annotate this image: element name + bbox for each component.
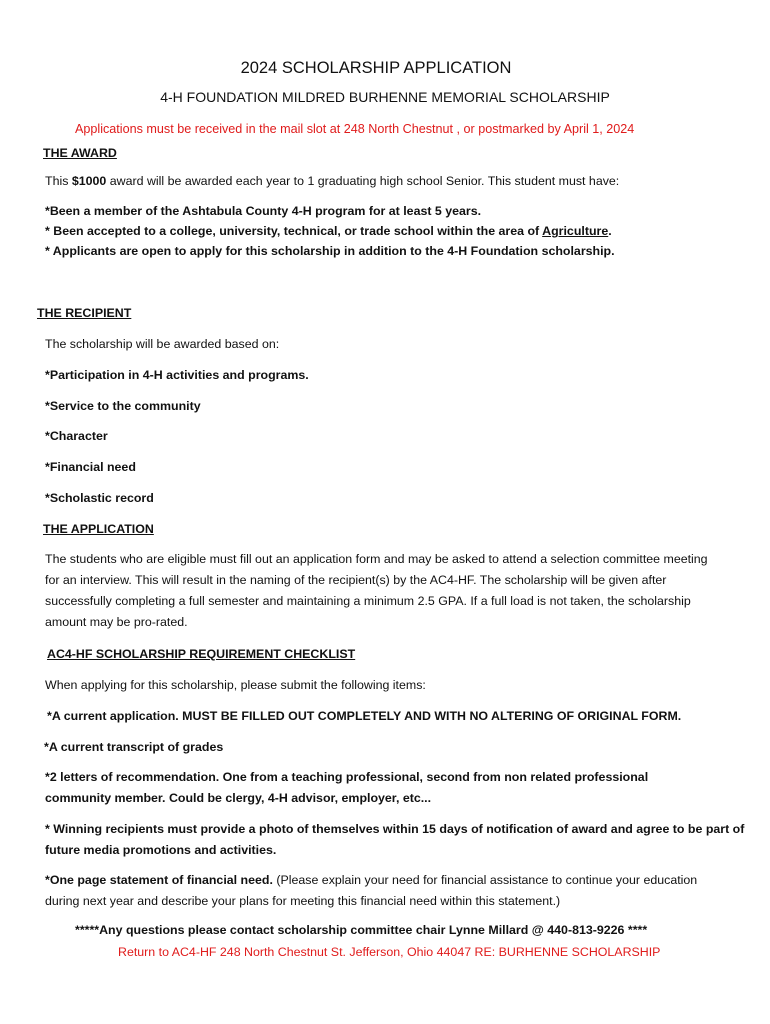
award-requirement-3: * Applicants are open to apply for this scholarship in addition to the 4-H Foundation scholarship. — [45, 244, 615, 258]
award-heading: THE AWARD — [43, 146, 117, 160]
award-requirement-2-pre: * Been accepted to a college, university, technical, or trade school within the area of — [45, 224, 543, 238]
checklist-item-5-rest: (Please explain your need for financial assistance to continue your education during next year and describe your plans for meeting this financial need within this statement.) — [45, 873, 698, 908]
page-title: 2024 SCHOLARSHIP APPLICATION — [240, 59, 512, 77]
recipient-heading: THE RECIPIENT — [37, 306, 132, 320]
page-subtitle: 4-H FOUNDATION MILDRED BURHENNE MEMORIAL SCHOLARSHIP — [160, 89, 610, 105]
checklist-item: *2 letters of recommendation. One from a teaching professional, second from non related professional community member. Could be clergy, 4-H advisor, employer, etc... — [45, 770, 649, 805]
award-intro-post: award will be awarded each year to 1 graduating high school Senior. This student must have: — [106, 174, 620, 188]
award-requirement-1: *Been a member of the Ashtabula County 4-H program for at least 5 years. — [45, 204, 482, 218]
return-address: Return to AC4-HF 248 North Chestnut St. Jefferson, Ohio 44047 RE: BURHENNE SCHOLARSHIP — [118, 945, 661, 959]
award-intro-pre: This — [45, 174, 72, 188]
checklist-item-5-bold: *One page statement of financial need. — [45, 873, 273, 887]
checklist-heading: AC4-HF SCHOLARSHIP REQUIREMENT CHECKLIST — [47, 647, 356, 661]
recipient-intro: The scholarship will be awarded based on: — [45, 337, 280, 351]
application-heading: THE APPLICATION — [43, 522, 154, 536]
recipient-criterion: *Scholastic record — [45, 491, 154, 505]
contact-line: *****Any questions please contact scholarship committee chair Lynne Millard @ 440-813-9226 **** — [75, 923, 648, 937]
award-intro — [45, 173, 619, 189]
checklist-item: *A current application. MUST BE FILLED OUT COMPLETELY AND WITH NO ALTERING OF ORIGINAL FORM. — [47, 709, 682, 723]
deadline-notice: Applications must be received in the mail slot at 248 North Chestnut , or postmarked by April 1, 2024 — [75, 122, 635, 136]
checklist-intro: When applying for this scholarship, please submit the following items: — [45, 678, 426, 692]
award-requirement-2-post: . — [608, 224, 612, 238]
award-amount: $1000 — [71, 174, 107, 188]
agriculture-text: Agriculture — [542, 224, 609, 238]
recipient-criterion: *Participation in 4-H activities and programs. — [45, 368, 309, 382]
recipient-criterion: *Character — [45, 429, 108, 443]
award-requirement-2 — [45, 223, 612, 239]
recipient-criterion: *Financial need — [45, 460, 136, 474]
recipient-criterion: *Service to the community — [45, 399, 201, 413]
checklist-item: *A current transcript of grades — [44, 740, 224, 754]
application-body: The students who are eligible must fill out an application form and may be asked to attend a selection committee meeting for an interview. This will result in the naming of the recipient(s) by the AC4-HF. The scholarship will be given after successfully completing a full semester and maintaining a minimum 2.5 GPA. If a full load is not taken, the scholarship amount may be pro-rated. — [45, 552, 708, 629]
checklist-item: * Winning recipients must provide a photo of themselves within 15 days of notification of award and agree to be part of future media promotions and activities. — [45, 822, 745, 857]
checklist-item — [45, 870, 710, 912]
